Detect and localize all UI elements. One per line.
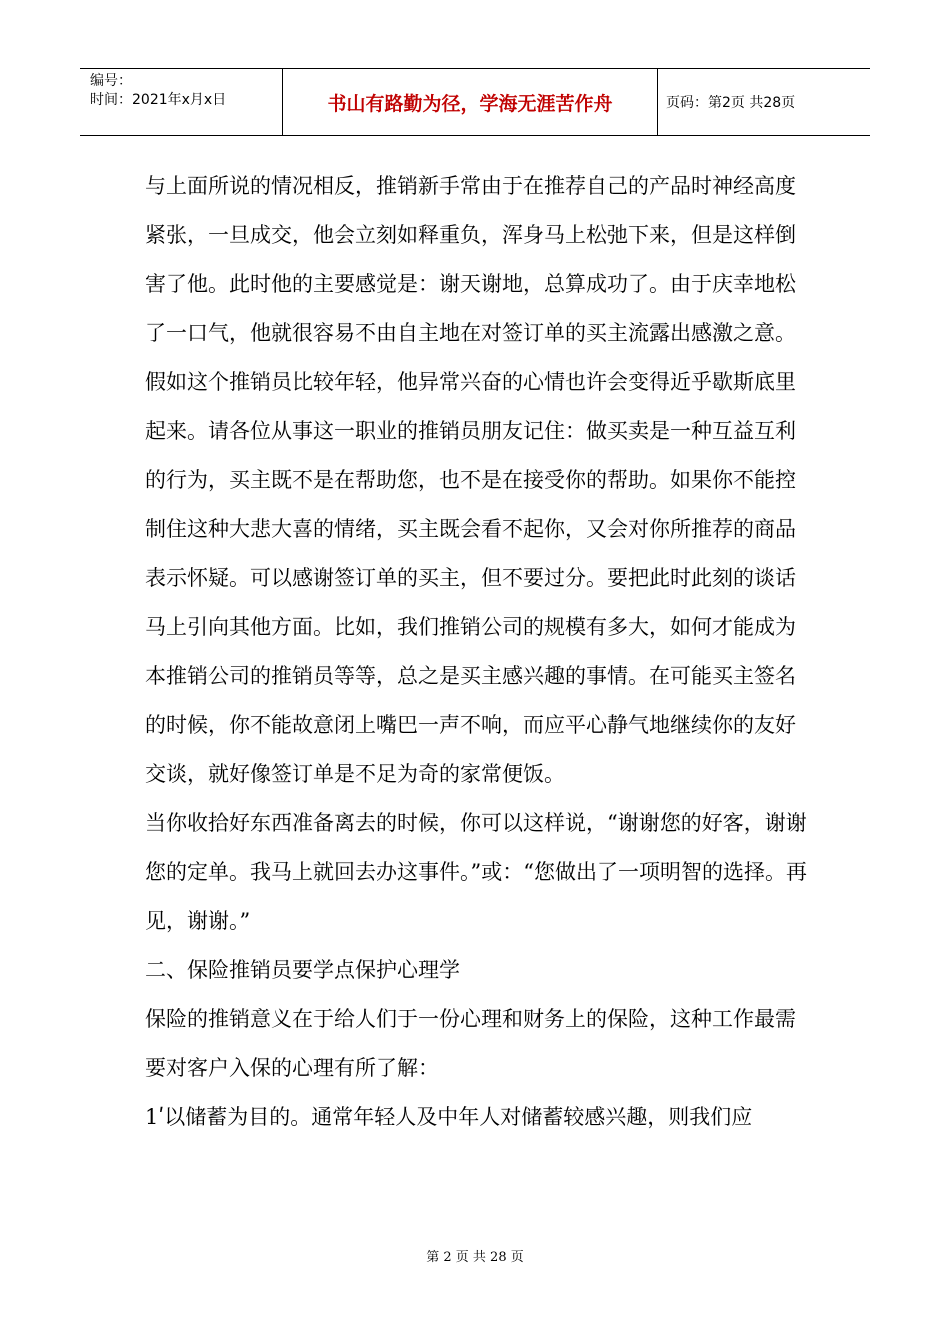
page-footer xyxy=(0,1246,950,1265)
section-heading: 二、保险推销员要学点保护心理学 xyxy=(145,958,460,982)
document-body xyxy=(145,162,813,1142)
footer-page-number: 第 2 页 共 28 页 xyxy=(426,1250,524,1265)
paragraph: 1ʹ以储蓄为目的。通常年轻人及中年人对储蓄较感兴趣，则我们应 xyxy=(145,1105,753,1129)
paragraph: 当你收拾好东西准备离去的时候，你可以这样说，“谢谢您的好客，谢谢您的定单。我马上就回去办这事件。”或：“您做出了一项明智的选择。再见，谢谢。” xyxy=(145,811,807,933)
paragraph: 保险的推销意义在于给人们于一份心理和财务上的保险，这种工作最需要对客户入保的心理有所了解： xyxy=(145,1007,796,1080)
number-label: 编号： xyxy=(90,73,132,89)
date-label: 时间：2021年x月x日 xyxy=(90,92,227,108)
motto-text: 书山有路勤为径，学海无涯苦作舟 xyxy=(327,92,613,115)
header-motto-cell xyxy=(283,69,658,135)
header-info-cell xyxy=(80,69,283,135)
page-header xyxy=(80,68,870,136)
header-page-cell xyxy=(658,69,870,135)
page-info: 页码：第2页 共28页 xyxy=(666,95,796,111)
paragraph: 与上面所说的情况相反，推销新手常由于在推荐自己的产品时神经高度紧张，一旦成交，他会立刻如释重负，浑身马上松弛下来，但是这样倒害了他。此时他的主要感觉是：谢天谢地，总算成功了。由于庆幸地松了一口气，他就很容易不由自主地在对签订单的买主流露出感激之意。假如这个推销员比较年轻，他异常兴奋的心情也许会变得近乎歇斯底里起来。请各位从事这一职业的推销员朋友记住：做买卖是一种互益互利的行为，买主既不是在帮助您，也不是在接受你的帮助。如果你不能控制住这种大悲大喜的情绪，买主既会看不起你，又会对你所推荐的商品表示怀疑。可以感谢签订单的买主，但不要过分。要把此时此刻的谈话马上引向其他方面。比如，我们推销公司的规模有多大，如何才能成为本推销公司的推销员等等，总之是买主感兴趣的事情。在可能买主签名的时候，你不能故意闭上嘴巴一声不响，而应平心静气地继续你的友好交谈，就好像签订单是不足为奇的家常便饭。 xyxy=(145,174,796,786)
